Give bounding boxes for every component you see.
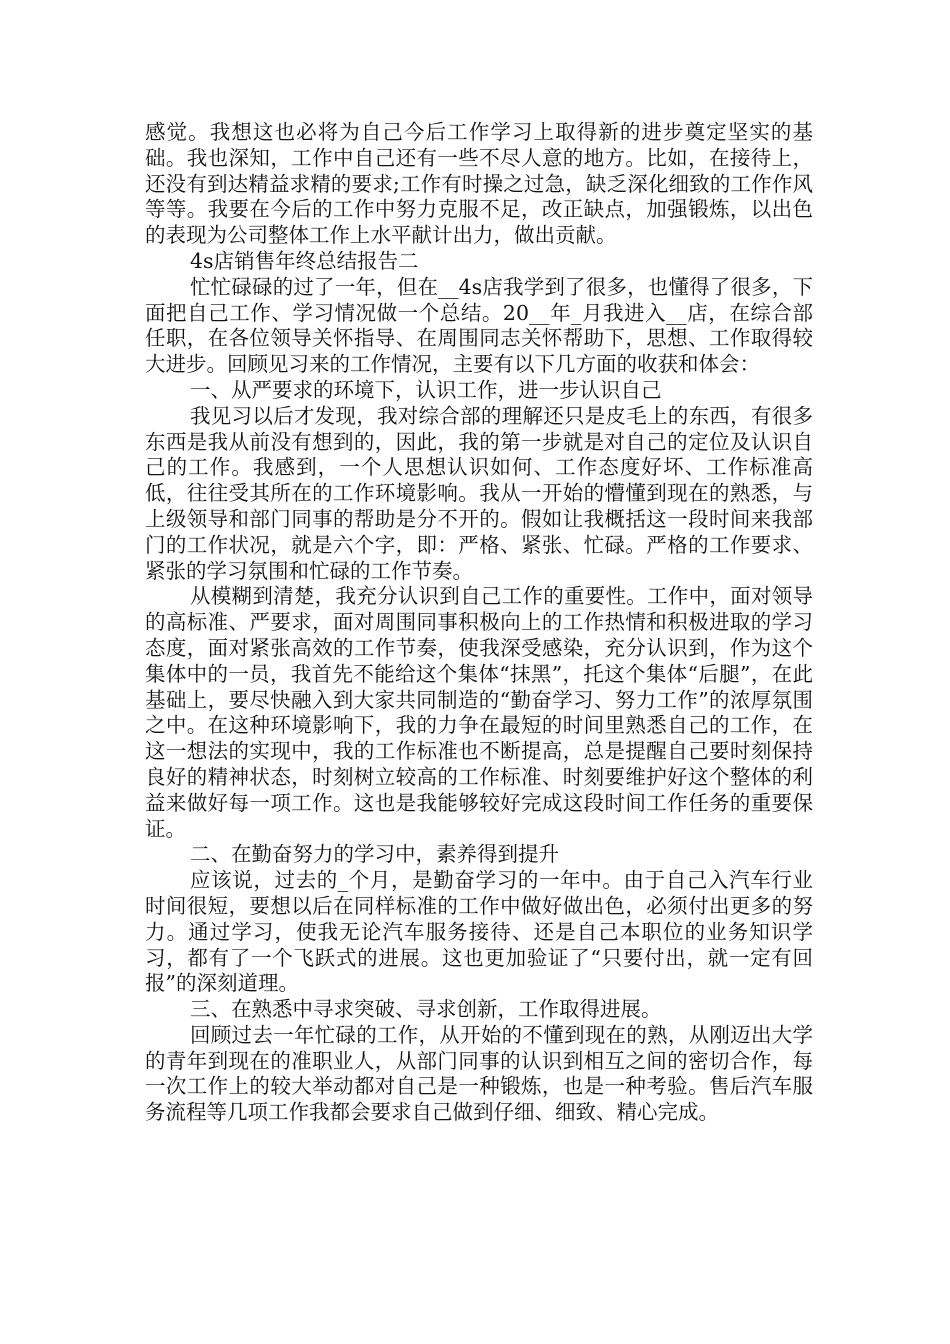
section-heading-1: 一、从严要求的环境下，认识工作，进一步认识自己 — [190, 377, 662, 402]
paragraph-section-3: 回顾过去一年忙碌的工作，从开始的不懂到现在的熟，从刚迈出大学的青年到现在的准职业人，从部门同事的认识到相互之间的密切合作，每一次工作上的较大举动都对自己是一种锻炼，也是一种考验。售后汽车服务流程等几项工作我都会要求自己做到仔细、细致、精心完成。 — [145, 1022, 813, 1125]
report-heading: 4s店销售年终总结报告二 — [190, 248, 419, 273]
paragraph-section-1a: 我见习以后才发现，我对综合部的理解还只是皮毛上的东西，有很多东西是我从前没有想到的，因此，我的第一步就是对自己的定位及认识自己的工作。我感到，一个人思想认识如何、工作态度好坏、工作标准高低，往往受其所在的工作环境影响。我从一开始的懵懂到现在的熟悉，与上级领导和部门同事的帮助是分不开的。假如让我概括这一段时间来我部门的工作状况，就是六个字，即：严格、紧张、忙碌。严格的工作要求、紧张的学习氛围和忙碌的工作节奏。 — [145, 403, 813, 583]
paragraph-section-1b: 从模糊到清楚，我充分认识到自己工作的重要性。工作中，面对领导的高标准、严要求，面对周围同事积极向上的工作热情和积极进取的学习态度，面对紧张高效的工作节奏，使我深受感染，充分认识到，作为这个集体中的一员，我首先不能给这个集体“抹黑”，托这个集体“后腿”，在此基础上，要尽快融入到大家共同制造的“勤奋学习、努力工作”的浓厚氛围之中。在这种环境影响下，我的力争在最短的时间里熟悉自己的工作，在这一想法的实现中，我的工作标准也不断提高，总是提醒自己要时刻保持良好的精神状态，时刻树立较高的工作标准、时刻要维护好这个整体的利益来做好每一项工作。这也是我能够较好完成这段时间工作任务的重要保证。 — [145, 584, 813, 841]
paragraph-intro: 忙忙碌碌的过了一年，但在__4s店我学到了很多，也懂得了很多，下面把自己工作、学习情况做一个总结。20__年_月我进入__店，在综合部任职，在各位领导关怀指导、在周围同志关怀帮助下，思想、工作取得较大进步。回顾见习来的工作情况，主要有以下几方面的收获和体会： — [145, 274, 813, 377]
section-heading-3: 三、在熟悉中寻求突破、寻求创新，工作取得进展。 — [190, 997, 662, 1022]
paragraph-closing-previous-report: 感觉。我想这也必将为自己今后工作学习上取得新的进步奠定坚实的基础。我也深知，工作中自己还有一些不尽人意的地方。比如，在接待上，还没有到达精益求精的要求;工作有时操之过急，缺乏深化细致的工作作风等等。我要在今后的工作中努力克服不足，改正缺点，加强锻炼，以出色的表现为公司整体工作上水平献计出力，做出贡献。 — [145, 120, 813, 248]
document-body — [145, 120, 813, 1126]
paragraph-section-2: 应该说，过去的_个月，是勤奋学习的一年中。由于自己入汽车行业时间很短，要想以后在同样标准的工作中做好做出色，必须付出更多的努力。通过学习，使我无论汽车服务接待、还是自己本职位的业务知识学习，都有了一个飞跃式的进展。这也更加验证了“只要付出，就一定有回报”的深刻道理。 — [145, 868, 813, 996]
section-heading-2: 二、在勤奋努力的学习中，素养得到提升 — [190, 842, 559, 867]
